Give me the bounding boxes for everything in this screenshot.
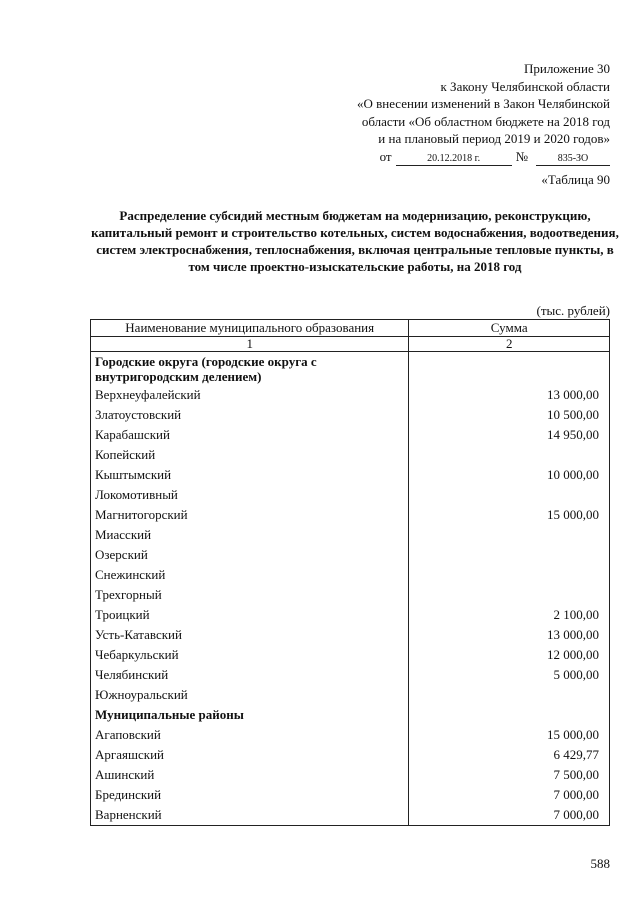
municipality-name: Агаповский: [91, 725, 409, 745]
municipality-name: Аргаяшский: [91, 745, 409, 765]
group-value: [409, 705, 610, 725]
subsidy-amount: 15 000,00: [409, 725, 610, 745]
municipality-name: Карабашский: [91, 425, 409, 445]
municipality-name: Чебаркульский: [91, 645, 409, 665]
subsidy-amount: [409, 585, 610, 605]
column-number: 1: [91, 337, 409, 352]
number-label: №: [515, 148, 528, 164]
header-line: к Закону Челябинской области: [440, 78, 610, 94]
header-line: Приложение 30: [523, 61, 610, 76]
subsidy-amount: 2 100,00: [409, 605, 610, 625]
table-row: [91, 585, 610, 605]
subsidy-amount: 13 000,00: [409, 385, 610, 405]
table-label: «Таблица 90: [541, 172, 610, 187]
municipality-name: Магнитогорский: [91, 505, 409, 525]
municipality-name: Усть-Катавский: [91, 625, 409, 645]
municipality-name: Кыштымский: [91, 465, 409, 485]
municipality-name: Брединский: [91, 785, 409, 805]
municipality-name: Локомотивный: [91, 485, 409, 505]
subsidy-amount: [409, 685, 610, 705]
table-row: [91, 545, 610, 565]
column-number: 2: [409, 337, 610, 352]
municipality-name: Варненский: [91, 805, 409, 826]
table-row: [91, 465, 610, 485]
group-value: [409, 352, 610, 386]
subsidy-amount: 6 429,77: [409, 745, 610, 765]
table-row: [91, 625, 610, 645]
law-number: 835-ЗО: [536, 153, 610, 166]
table-row: [91, 425, 610, 445]
law-date: 20.12.2018 г.: [396, 153, 512, 166]
table-row: [91, 525, 610, 545]
table-body: [91, 352, 610, 826]
table-row: [91, 485, 610, 505]
municipality-name: Златоустовский: [91, 405, 409, 425]
group-name: Муниципальные районы: [91, 705, 409, 725]
subsidy-amount: [409, 565, 610, 585]
subsidy-amount: [409, 485, 610, 505]
table-row: [91, 685, 610, 705]
column-header-name: Наименование муниципального образования: [91, 320, 409, 337]
subsidy-amount: 7 000,00: [409, 785, 610, 805]
table-row: [91, 645, 610, 665]
table-row: [91, 785, 610, 805]
subsidy-amount: [409, 525, 610, 545]
header-line: «О внесении изменений в Закон Челябинской: [356, 96, 610, 111]
subsidy-amount: 5 000,00: [409, 665, 610, 685]
municipality-name: Троицкий: [91, 605, 409, 625]
column-number-row: [91, 337, 610, 352]
subsidy-amount: [409, 445, 610, 465]
subsidy-table: [90, 319, 610, 826]
table-row: [91, 505, 610, 525]
header-line: и на плановый период 2019 и 2020 годов»: [378, 131, 610, 146]
table-row: [91, 765, 610, 785]
subsidy-amount: [409, 545, 610, 565]
group-name: Городские округа (городские округа с внутригородским делением): [91, 352, 409, 386]
from-label: от: [379, 148, 392, 164]
table-row: [91, 405, 610, 425]
subsidy-amount: 12 000,00: [409, 645, 610, 665]
group-row: [91, 352, 610, 386]
column-header-sum: Сумма: [409, 320, 610, 337]
municipality-name: Ашинский: [91, 765, 409, 785]
table-row: [91, 385, 610, 405]
document-title: Распределение субсидий местным бюджетам на модернизацию, реконструкцию, капитальный ремонт и строительство котельных, систем водоснабжения, водоотведения, систем электроснабжения, теплоснабжения, включая центральные тепловые пункты, в том числе проектно-изыскательские работы, на 2018 год: [91, 208, 619, 274]
appendix-header: [280, 60, 610, 166]
subsidy-amount: 14 950,00: [409, 425, 610, 445]
subsidy-amount: 7 000,00: [409, 805, 610, 826]
table-row: [91, 605, 610, 625]
units-label: (тыс. рублей): [536, 303, 610, 318]
municipality-name: Миасский: [91, 525, 409, 545]
table-row: [91, 725, 610, 745]
municipality-name: Верхнеуфалейский: [91, 385, 409, 405]
table-row: [91, 565, 610, 585]
municipality-name: Южноуральский: [91, 685, 409, 705]
header-line: области «Об областном бюджете на 2018 год: [361, 113, 610, 129]
subsidy-amount: 10 000,00: [409, 465, 610, 485]
subsidy-amount: 7 500,00: [409, 765, 610, 785]
municipality-name: Озерский: [91, 545, 409, 565]
municipality-name: Челябинский: [91, 665, 409, 685]
table-header-row: [91, 320, 610, 337]
table-row: [91, 745, 610, 765]
group-row: [91, 705, 610, 725]
page-number: 588: [590, 856, 610, 871]
municipality-name: Копейский: [91, 445, 409, 465]
subsidy-amount: 10 500,00: [409, 405, 610, 425]
table-row: [91, 445, 610, 465]
municipality-name: Трехгорный: [91, 585, 409, 605]
law-date-number-line: [280, 148, 610, 166]
subsidy-amount: 15 000,00: [409, 505, 610, 525]
municipality-name: Снежинский: [91, 565, 409, 585]
subsidy-amount: 13 000,00: [409, 625, 610, 645]
table-row: [91, 805, 610, 826]
table-row: [91, 665, 610, 685]
